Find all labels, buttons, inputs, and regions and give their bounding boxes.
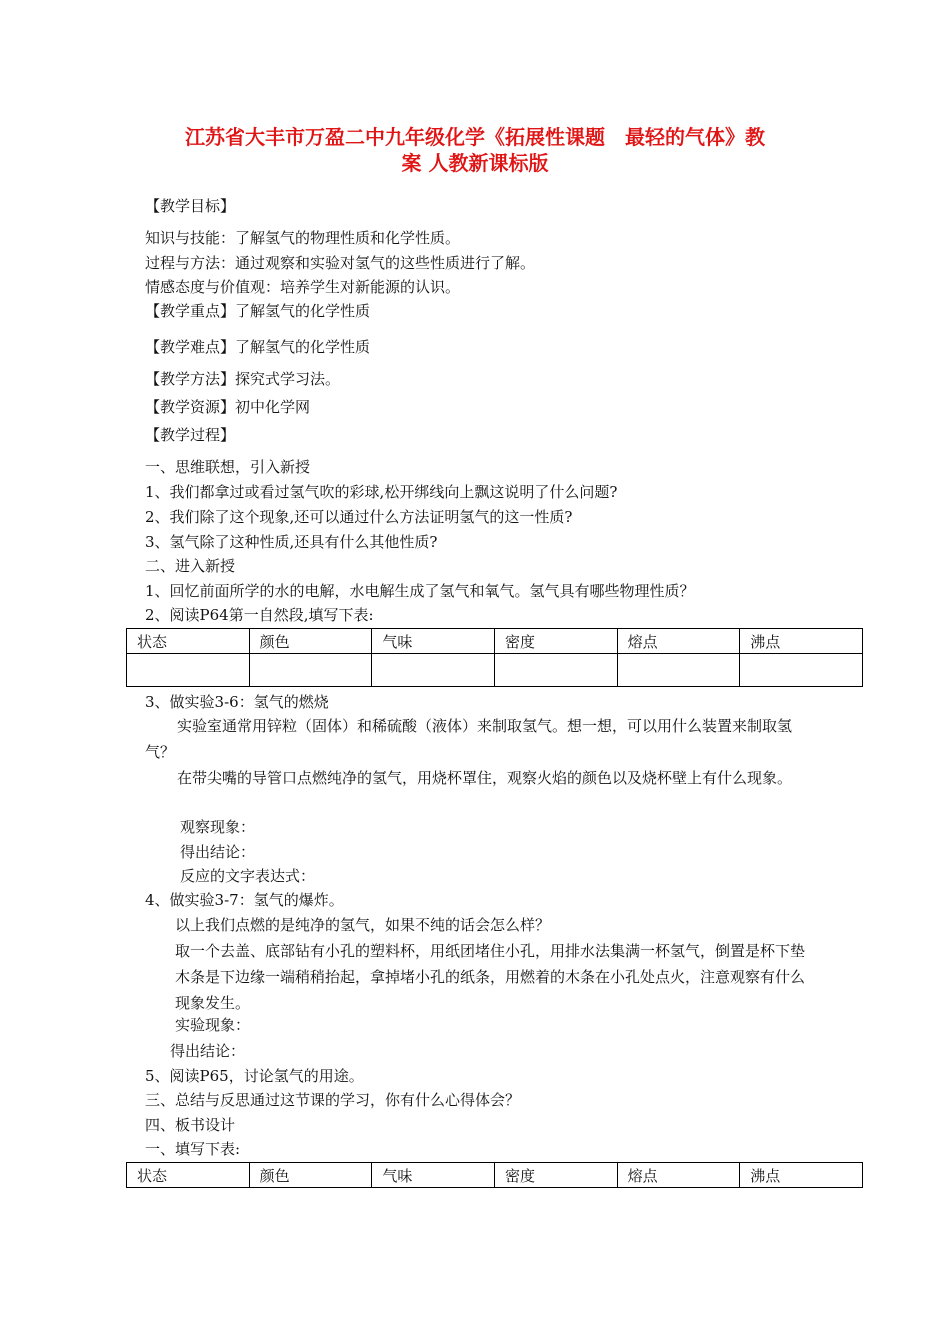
table-header-cell: 气味 [372, 1163, 495, 1188]
properties-table [126, 628, 863, 687]
goal-process: 过程与方法：通过观察和实验对氢气的这些性质进行了解。 [145, 254, 536, 272]
difficulty: 【教学难点】了解氢气的化学性质 [145, 338, 371, 356]
process-heading: 【教学过程】 [145, 426, 236, 444]
part2-item-2: 2、阅读P64第一自然段,填写下表: [145, 606, 374, 624]
table-header-cell: 密度 [494, 1163, 617, 1188]
item3-paragraph-1: 实验室通常用锌粒（固体）和稀硫酸（液体）来制取氢气。想一想，可以用什么装置来制取氢气？ [145, 717, 793, 761]
table-header-cell: 状态 [127, 629, 250, 654]
part2-item-1: 1、回忆前面所学的水的电解，水电解生成了氢气和氧气。氢气具有哪些物理性质？ [145, 582, 695, 600]
part1-question-3: 3、氢气除了这种性质,还具有什么其他性质? [145, 533, 438, 551]
table-header-cell: 颜色 [249, 1163, 372, 1188]
part2-heading: 二、进入新授 [145, 557, 236, 575]
equation-label: 反应的文字表达式： [180, 867, 316, 885]
part2-item-3: 3、做实验3-6：氢气的燃烧 [145, 693, 329, 711]
table-header-cell: 颜色 [249, 629, 372, 654]
experiment-conclusion-label: 得出结论： [170, 1042, 246, 1060]
item4-line-1: 以上我们点燃的是纯净的氢气，如果不纯的话会怎么样？ [175, 916, 551, 934]
goal-knowledge: 知识与技能：了解氢气的物理性质和化学性质。 [145, 229, 461, 247]
table-blank-cell [127, 654, 250, 687]
board-table [126, 1162, 863, 1188]
part2-item-5: 5、阅读P65，讨论氢气的用途。 [145, 1067, 364, 1085]
title-line-2: 案 人教新课标版 [401, 151, 549, 175]
title-line-1: 江苏省大丰市万盈二中九年级化学《拓展性课题 最轻的气体》教 [185, 125, 765, 149]
table-header-cell: 熔点 [617, 629, 740, 654]
table-header-cell: 熔点 [617, 1163, 740, 1188]
item4-paragraph: 取一个去盖、底部钻有小孔的塑料杯，用纸团堵住小孔，用排水法集满一杯氢气，倒置是杯下垫木条是下边缘一端稍稍抬起，拿掉堵小孔的纸条，用燃着的木条在小孔处点火，注意观察有什么现象发生。 [175, 942, 806, 1012]
part2-item-4: 4、做实验3-7：氢气的爆炸。 [145, 891, 344, 909]
observe-label: 观察现象： [180, 818, 256, 836]
item3-paragraph-2: 在带尖嘴的导管口点燃纯净的氢气，用烧杯罩住，观察火焰的颜色以及烧杯壁上有什么现象。 [177, 769, 793, 787]
table-blank-cell [617, 654, 740, 687]
part1-heading: 一、思维联想，引入新授 [145, 458, 311, 476]
part3-heading: 三、总结与反思通过这节课的学习，你有什么心得体会？ [145, 1091, 521, 1109]
goal-attitude: 情感态度与价值观：培养学生对新能源的认识。 [145, 278, 461, 296]
table-blank-cell [249, 654, 372, 687]
part4-subheading: 一、填写下表: [145, 1140, 241, 1158]
table-header-cell: 沸点 [740, 629, 863, 654]
goals-heading: 【教学目标】 [145, 197, 236, 215]
table-header-cell: 密度 [494, 629, 617, 654]
document-title [130, 124, 820, 176]
conclude-label: 得出结论： [180, 843, 256, 861]
resource: 【教学资源】初中化学网 [145, 398, 311, 416]
table-blank-cell [494, 654, 617, 687]
experiment-phenomenon-label: 实验现象： [175, 1016, 251, 1034]
method: 【教学方法】探究式学习法。 [145, 370, 341, 388]
part1-question-1: 1、我们都拿过或看过氢气吹的彩球,松开绑线向上飘这说明了什么问题? [145, 483, 618, 501]
part4-heading: 四、板书设计 [145, 1116, 236, 1134]
table-header-row [127, 629, 863, 654]
table-header-cell: 状态 [127, 1163, 250, 1188]
part1-question-2: 2、我们除了这个现象,还可以通过什么方法证明氢气的这一性质? [145, 508, 573, 526]
table-header-cell: 气味 [372, 629, 495, 654]
key-point: 【教学重点】了解氢气的化学性质 [145, 302, 371, 320]
table-blank-row [127, 654, 863, 687]
table-header-cell: 沸点 [740, 1163, 863, 1188]
table-header-row [127, 1163, 863, 1188]
table-blank-cell [740, 654, 863, 687]
table-blank-cell [372, 654, 495, 687]
